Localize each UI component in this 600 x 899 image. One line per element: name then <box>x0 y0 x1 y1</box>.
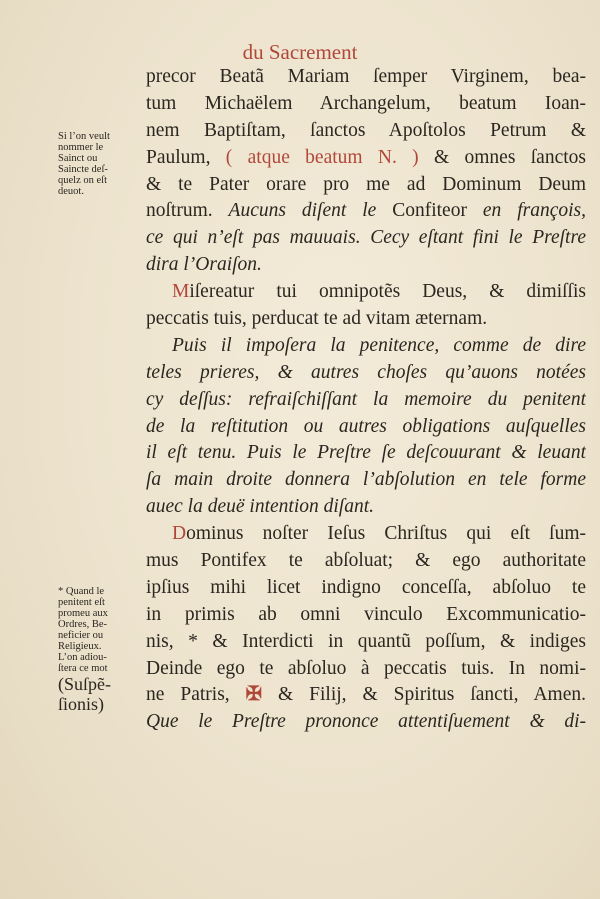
margin-note <box>58 586 146 714</box>
text-span: & omnes ſanctos <box>418 146 586 168</box>
text-span: ne Patris, <box>146 684 246 706</box>
margin-note-line: promeu aux <box>58 608 108 619</box>
text-span: cy deſſus: refraiſchiſſant la memoire du penitent <box>146 388 586 410</box>
cross-symbol: ✠ <box>245 684 263 706</box>
text-span: iſereatur tui omnipotẽs Deus, & dimiſſis <box>189 281 586 303</box>
text-span: ominus noſter Ieſus Chriſtus qui eſt ſum- <box>186 523 586 545</box>
margin-note-line: nommer le <box>58 142 104 153</box>
text-line <box>146 306 586 333</box>
margin-note-line: * Quand le <box>58 586 105 597</box>
text-line <box>146 145 586 172</box>
margin-note <box>58 131 146 197</box>
text-line <box>146 548 586 575</box>
text-span: dira l’Oraiſon. <box>146 254 262 276</box>
margin-note-line: Saincte deſ- <box>58 164 108 175</box>
text-span: D <box>172 523 187 545</box>
text-span: & Filij, & Spiritus ſancti, Amen. <box>262 684 586 706</box>
text-span: noſtrum. <box>146 200 229 222</box>
text-span: nem Baptiſtam, ſanctos Apoſtolos Petrum & <box>146 119 586 141</box>
main-text-block <box>146 64 586 736</box>
text-span: peccatis tuis, perducat te ad vitam æternam. <box>146 308 488 330</box>
text-line <box>146 709 586 736</box>
text-span: Que le Preſtre prononce attentiſuement & di- <box>146 711 586 733</box>
text-span: mus Pontifex te abſoluat; & ego authoritate <box>146 550 586 572</box>
text-line <box>146 602 586 629</box>
text-span: en françois, <box>482 200 586 222</box>
text-line <box>146 91 586 118</box>
text-line <box>146 360 586 387</box>
margin-note-line: Ordres, Be- <box>58 619 107 630</box>
text-span: Puis il impoſera la penitence, comme de dire <box>172 334 586 356</box>
text-span: ipſius mihi licet indigno conceſſa, abſoluo te <box>146 576 586 598</box>
text-span: teles prieres, & autres choſes qu’auons notées <box>146 361 586 383</box>
margin-note-line: Si l’on veult <box>58 131 110 142</box>
text-line <box>146 414 586 441</box>
text-line <box>146 172 586 199</box>
margin-note-line: ſionis) <box>58 694 105 714</box>
text-line <box>146 387 586 414</box>
text-line <box>146 198 586 225</box>
text-span: & te Pater orare pro me ad Dominum Deum <box>146 173 586 195</box>
text-span: nis, * & Interdicti in quantũ poſſum, & indiges <box>146 630 586 652</box>
text-line <box>146 440 586 467</box>
text-span: tum Michaëlem Archangelum, beatum Ioan- <box>146 92 586 114</box>
text-line <box>146 521 586 548</box>
text-line <box>146 279 586 306</box>
margin-note-line: quelz on eſt <box>58 175 107 186</box>
text-line <box>146 118 586 145</box>
text-span: precor Beatã Mariam ſemper Virginem, bea- <box>146 66 586 87</box>
text-line <box>146 575 586 602</box>
text-span: Confiteor <box>376 200 483 222</box>
margin-note-line: Religieux. <box>58 641 102 652</box>
text-span: il eſt tenu. Puis le Preſtre ſe deſcouurant & leuant <box>146 442 586 464</box>
margin-note-line: (Suſpẽ- <box>58 674 111 694</box>
text-line <box>146 682 586 709</box>
margin-note-line: L’on adiou- <box>58 652 107 663</box>
text-span: de la reſtitution ou autres obligations auſquelles <box>146 415 586 437</box>
text-line <box>146 64 586 91</box>
text-span: M <box>172 281 190 303</box>
text-span: ſa main droite donnera l’abſolution en tele forme <box>146 469 586 491</box>
text-span: in primis ab omni vinculo Excommunicatio- <box>146 603 586 625</box>
text-span: Aucuns diſent le <box>228 200 377 222</box>
text-span: Paulum, <box>146 146 226 168</box>
margin-note-line: Sainct ou <box>58 153 98 164</box>
text-span: Deinde ego te abſoluo à peccatis tuis. In nomi- <box>146 657 586 679</box>
text-line <box>146 629 586 656</box>
text-span: ( atque beatum N. ) <box>225 146 419 168</box>
margin-note-line: penitent eſt <box>58 597 105 608</box>
margin-note-line: ſtera ce mot <box>58 663 108 674</box>
text-line <box>146 494 586 521</box>
text-line <box>146 467 586 494</box>
margin-note-line: neficier ou <box>58 630 104 641</box>
text-line <box>146 656 586 683</box>
margin-note-line: deuot. <box>58 186 84 197</box>
text-span: ce qui n’eſt pas mauuais. Cecy eſtant fini le Preſtre <box>146 227 586 249</box>
text-span: auec la deuë intention diſant. <box>146 496 374 518</box>
text-line <box>146 225 586 252</box>
text-line <box>146 333 586 360</box>
running-head: du Sacrement <box>242 40 358 64</box>
text-line <box>146 252 586 279</box>
